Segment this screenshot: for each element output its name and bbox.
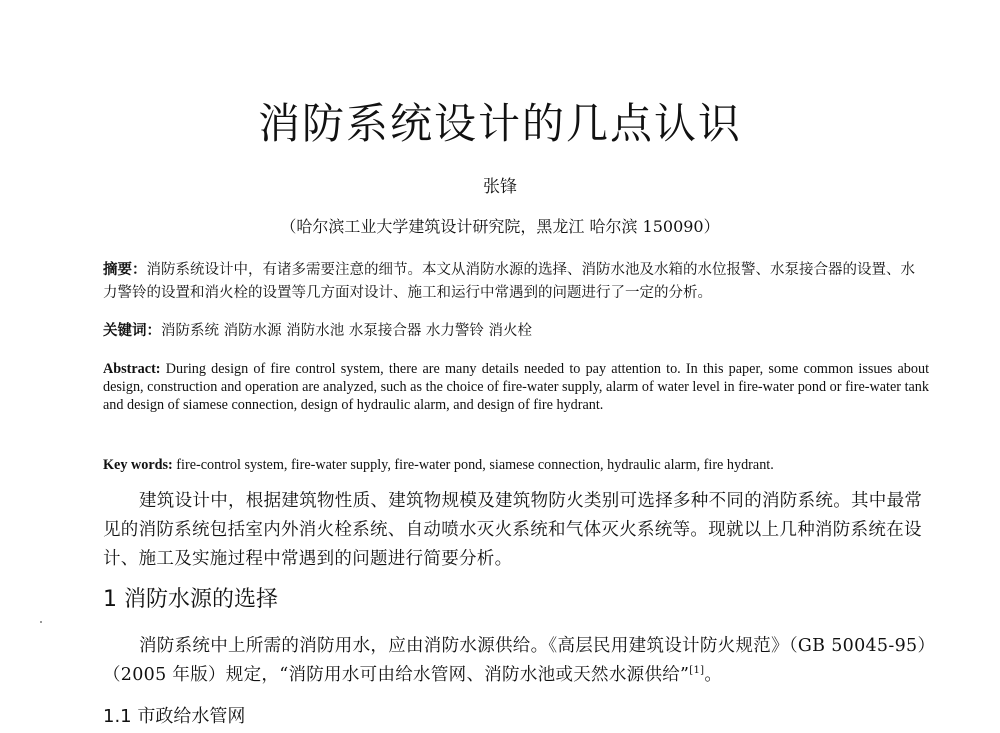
abstract-english-label: Abstract: [103,361,161,377]
abstract-chinese-label: 摘要： [103,261,147,278]
abstract-english [103,360,929,414]
keywords-chinese [103,319,927,343]
author-affiliation: （哈尔滨工业大学建筑设计研究院，黑龙江 哈尔滨 150090） [280,217,720,236]
intro-paragraph: 建筑设计中，根据建筑物性质、建筑物规模及建筑物防火类别可选择多种不同的消防系统。其中最常见的消防系统包括室内外消火栓系统、自动喷水灭火系统和气体灭火系统等。现就以上几种消防系统在设计、施工及实施过程中常遇到的问题进行简要分析。 [103,491,923,569]
section-1-paragraph-text: 消防系统中上所需的消防用水，应由消防水源供给。《高层民用建筑设计防火规范》（GB 50045-95）（2005 年版）规定，“消防用水可由给水管网、消防水池或天然水源供给” [103,636,927,685]
scan-speck [40,621,42,623]
abstract-chinese [103,258,927,305]
paper-title: 消防系统设计的几点认识 [257,99,742,148]
keywords-english [103,456,929,474]
section-1-paragraph-end: 。 [704,665,723,685]
abstract-chinese-text: 消防系统设计中，有诸多需要注意的细节。本文从消防水源的选择、消防水池及水箱的水位报警、水泵接合器的设置、水力警铃的设置和消火栓的设置等几方面对设计、施工和运行中常遇到的问题进行了一定的分析。 [103,262,915,301]
section-heading-1-1: 1.1 市政给水管网 [103,706,246,727]
keywords-chinese-text: 消防系统 消防水源 消防水池 水泵接合器 水力警铃 消火栓 [161,323,533,339]
citation-ref[interactable]: [1] [689,665,705,677]
section-heading-1: 1 消防水源的选择 [103,587,278,612]
keywords-chinese-label: 关键词： [103,322,161,339]
keywords-english-label: Key words: [103,457,173,473]
section-1-paragraph [103,632,929,690]
abstract-english-text: During design of fire control system, there are many details needed to pay attention to. In this paper, some common issues about design, construction and operation are analyzed, such as the choice of fire-water supply, alarm of water level in fire-water pond or fire-water tank and design of siamese connection, design of hydraulic alarm, and design of fire hydrant. [103,361,930,413]
author-name: 张锋 [483,177,517,197]
keywords-english-text: fire-control system, fire-water supply, fire-water pond, siamese connection, hydraulic alarm, fire hydrant. [176,457,774,473]
